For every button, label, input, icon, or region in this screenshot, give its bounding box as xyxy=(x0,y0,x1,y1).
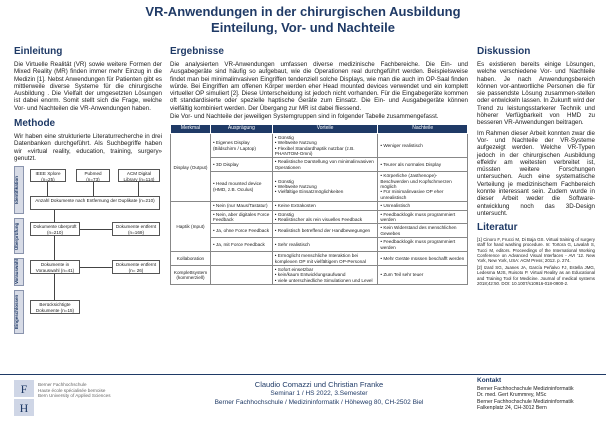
side-label-ueberpruefung: Überprüfung xyxy=(14,222,19,250)
diskussion-text-1: Es existieren bereits einige Lösungen, welche verschiedene Vor- und Nachteile haben. Je nach Anwendungsbereich können vor-antwortliche Personen die für sie passendste Lösung zusammen-stellen oder entwickeln lassen. In Zukunft wird der Trend zu leistungsstarkerer Technik und höherer Verfügbarkeit von HMD zu besseren VR-Anwendungen beitragen. xyxy=(477,61,595,127)
list-item: • kein/kaum Entwicklungsaufwand xyxy=(275,272,376,277)
cell-nachteile xyxy=(378,238,468,252)
cell-vorteile xyxy=(272,172,378,202)
methode-heading: Methode xyxy=(14,118,56,130)
list-item: • Realistische Darstellung von minimalinvasiven Operationen xyxy=(275,159,376,170)
cell-auspraegung: • 3D Display xyxy=(210,158,272,172)
list-item: • viele unterschiedliche Simulationen und Level xyxy=(275,278,376,283)
screened-box: Dokumente überprüft (n=210) xyxy=(30,222,80,236)
arrow xyxy=(80,267,112,268)
cell-merkmal: Haptik (Input) xyxy=(171,202,211,252)
included-box: Berücksichtigte Dokumente (n=15) xyxy=(30,300,80,314)
contact-line-4: Falkenplatz 24, CH-3012 Bern xyxy=(477,404,547,411)
logo-letter-h: H xyxy=(19,401,29,415)
list-item: • Sofort einsetzbar xyxy=(275,267,376,272)
seminar: Seminar 1 / HS 2022, 3.Semester xyxy=(270,390,368,397)
poster-title xyxy=(0,4,606,36)
cell-vorteile xyxy=(272,224,378,238)
cell-vorteile xyxy=(272,133,378,158)
cell-vorteile xyxy=(272,238,378,252)
cell-vorteile xyxy=(272,210,378,224)
address: Berner Fachhochschule / Medizininformatik / Höheweg 80, CH-2502 Biel xyxy=(214,399,424,406)
list-item: • Zum Teil sehr teuer xyxy=(380,272,465,277)
arrow xyxy=(54,274,55,300)
title-line-1: VR-Anwendungen in der chirurgischen Ausbildung xyxy=(145,4,461,19)
reference-2: [2] Izard SG, Juanes JA, García Peñalvo FJ, Estella JMG, Ledesma MJS, Ruisoto P. Virtual Reality as an Educational and Training Tool for Medicine. Journal of medical systems 2018;42:50. DOI: 10.1007/s10916-018-0900-2. xyxy=(477,265,595,286)
list-item: • Günstig xyxy=(275,135,376,140)
arrow xyxy=(138,182,139,196)
middle-column xyxy=(170,46,468,285)
prisma-flowchart xyxy=(14,166,162,336)
list-item: • Körperliche (Jasthenope)-Beschwerden und Kopfschmerzen möglich xyxy=(380,173,465,189)
ergebnisse-heading: Ergebnisse xyxy=(170,46,224,57)
logo-line-3: Bern University of Applied Sciences xyxy=(38,393,111,399)
table-row xyxy=(171,210,468,224)
logo-line-2: Haute école spécialisée bernoise xyxy=(38,387,106,393)
table-row xyxy=(171,172,468,202)
header-merkmal: Merkmal xyxy=(171,125,211,133)
cell-auspraegung: • Nein (nur Maus/Tastatur) xyxy=(210,202,272,210)
comparison-table xyxy=(170,124,468,285)
cell-vorteile xyxy=(272,252,378,266)
cell-nachteile xyxy=(378,172,468,202)
excluded-box-1: Dokumente entfernt (n=169) xyxy=(112,222,160,236)
cell-merkmal: Kollaboration xyxy=(171,252,211,266)
side-label-eingeschlossen: Eingeschlossen xyxy=(14,295,19,330)
cell-auspraegung xyxy=(210,252,272,266)
table-row xyxy=(171,158,468,172)
list-item: • Teurer als normales Display xyxy=(380,162,465,167)
list-item: • Weltweite Nutzung xyxy=(275,140,376,145)
footer-center xyxy=(170,380,468,407)
excluded-box-2: Dokumente entfernt (n= 26) xyxy=(112,260,160,274)
source-acm: ACM Digital Library (n=114) xyxy=(118,169,160,182)
list-item: • Günstig xyxy=(275,212,376,217)
footer-divider xyxy=(0,374,606,375)
bfh-logo xyxy=(14,380,34,416)
table-body xyxy=(171,133,468,284)
cell-vorteile xyxy=(272,158,378,172)
list-item: • Feedbacklogik muss programmiert werden xyxy=(380,212,465,223)
cell-auspraegung: • Nein, aber digitales Force Feedback xyxy=(210,210,272,224)
logo-line-1: Berner Fachhochschule xyxy=(38,382,87,387)
header-nachteile: Nachteile xyxy=(378,125,468,133)
list-item: • Realistisch betreffend der Handbewegungen xyxy=(275,228,376,233)
list-item: • Feedbacklogik muss programmiert werden xyxy=(380,239,465,250)
cell-nachteile xyxy=(378,202,468,210)
cell-merkmal: Display (Output) xyxy=(171,133,211,201)
header-vorteile: Vorteile xyxy=(272,125,378,133)
table-row xyxy=(171,224,468,238)
table-row xyxy=(171,133,468,158)
left-column xyxy=(14,46,162,336)
diskussion-heading: Diskussion xyxy=(477,46,531,57)
table-row xyxy=(171,252,468,266)
list-item: • Weltweite Nutzung xyxy=(275,184,376,189)
list-item: • Mehr Geräte müssen beschafft werden xyxy=(380,256,465,261)
cell-auspraegung: • Ja, ohne Force Feedback xyxy=(210,224,272,238)
list-item: • Keine Extrakosten xyxy=(275,203,376,208)
einleitung-heading: Einleitung xyxy=(14,46,63,57)
cell-auspraegung xyxy=(210,265,272,284)
arrow xyxy=(93,182,94,196)
source-ieee: IEEE Xplore (n=25) xyxy=(30,169,66,182)
contact-block xyxy=(477,378,595,411)
cell-nachteile xyxy=(378,252,468,266)
arrow xyxy=(80,229,112,230)
arrow xyxy=(47,182,48,196)
cell-vorteile xyxy=(272,265,378,284)
ergebnisse-text-2: Die Vor- und Nachteile der jeweiligen Systemgruppen sind in folgender Tabelle zusammengefasst. xyxy=(170,113,439,121)
list-item: • Flexibel Standardhaptik nutzbar (z.B. PHANTOM-Omni) xyxy=(275,146,376,157)
dedup-box: Anzahl Dokumente nach Entfernung der Duplikate (n=210) xyxy=(30,196,160,210)
cell-nachteile xyxy=(378,224,468,238)
diskussion-text-2: Im Rahmen dieser Arbeit konnten zwar die Vor- und Nachteile der VR-Systeme aufgezeigt werden. Welche VR-Typen jedoch in der chirurgischen Ausbildung effektiv am weitesten verbreitet ist, müssten weitere Forschungen untersuchen. Auch eine systematische Verteilung je medizinischem Fachbereich konnte interessant sein. Zudem wurde in dieser Arbeit weder die Software-entwicklung noch das 3D-Design untersucht. xyxy=(477,129,595,217)
list-item: • Unrealistisch xyxy=(380,203,465,208)
list-item: • Kein Widerstand des menschlichen Gewebes xyxy=(380,225,465,236)
contact-line-3: Berner Fachhochschule Medizininformatik xyxy=(477,398,574,405)
cell-nachteile xyxy=(378,210,468,224)
list-item: • Ermöglicht menschliche Interaktion bei komplexen OP mit vielfältigem OP-Personal xyxy=(275,253,376,264)
cell-vorteile xyxy=(272,202,378,210)
contact-line-2: Dr. med. Gert Krummrey, MSc xyxy=(477,392,547,399)
cell-nachteile xyxy=(378,133,468,158)
list-item: • Günstig xyxy=(275,179,376,184)
authors: Claudio Comazzi und Christian Franke xyxy=(254,380,384,389)
contact-line-1: Berner Fachhochschule Medizininformatik xyxy=(477,386,574,393)
cell-auspraegung: • Eigenes Display (Bildschirm / Laptop) xyxy=(210,133,272,158)
cell-auspraegung: • Head mounted device (HMD, z.B. Oculus) xyxy=(210,172,272,202)
list-item: • Für minimalinvasive OP eher unrealistisch xyxy=(380,189,465,200)
list-item: • Realistischer als rein visuelles Feedback xyxy=(275,217,376,222)
table-row xyxy=(171,202,468,210)
side-label-vorauswahl: Vorauswahl xyxy=(14,259,19,285)
header-auspraegung: Ausprägung xyxy=(210,125,272,133)
cell-auspraegung: • Ja, mit Force Feedback xyxy=(210,238,272,252)
table-row xyxy=(171,238,468,252)
methode-text: Wir haben eine strukturierte Literaturrecherche in drei Datenbanken durchgeführt. Als Suchbegriffe haben wir «virtual reality, education, training, surgery» genutzt. xyxy=(14,133,162,162)
cell-nachteile xyxy=(378,265,468,284)
einleitung-text: Die Virtuelle Realität (VR) sowie weitere Formen der Mixed Reality (MR) finden immer mehr Einzug in die Medizin [1]. Nebst Anwendungen für Patienten gibt es mittlerweile diverse Systeme für die chirurgische Ausbildung . Die Vielfalt der umgesetzten Lösungen ist dabei enorm. Somit stellt sich die Frage, welche Vor- und Nachteilen die VR-Anwendungen haben. xyxy=(14,61,162,112)
right-column xyxy=(477,46,595,286)
table-row xyxy=(171,265,468,284)
source-pubmed: Pubmed (n=73) xyxy=(76,169,110,182)
cell-nachteile xyxy=(378,158,468,172)
reference-1: [1] Cinoro F, Frucci M, Di Baja GS. Virtual training of surgery staff for hand washing procedure. In: Tortora G, Lavalah S, Tucci M, editors. Proceedings of the International Working Conference on Advanced Visual Interfaces - AVI '12. New York, New York, USA: ACM Press; 2012. p. 274. xyxy=(477,237,595,264)
list-item: • Sehr realistisch xyxy=(275,242,376,247)
table-header-row xyxy=(171,125,468,133)
side-label-identifikation: Identifikation xyxy=(14,176,19,205)
arrow xyxy=(54,236,55,260)
list-item: • Vielfältige Einsatzmöglichkeiten xyxy=(275,189,376,194)
logo-text xyxy=(38,382,111,399)
literatur-heading: Literatur xyxy=(477,222,518,234)
logo-letter-f: F xyxy=(20,382,28,396)
contact-heading: Kontakt xyxy=(477,377,502,384)
ergebnisse-text-1: Die analysierten VR-Anwendungen umfassen diverse medizinische Fachbereiche. Die Ein- und Ausgabegeräte sind häufig so aufgebaut, wie die Operationen real durchgeführt werden. Beispielsweise findet man bei minimalinvasiven Eingriffen tendenziell solche Displays, wie man die auch im OP-Saal finden würde. Bei Eingriffen am offenen Körper werden eher Head mounted devices verwendet und ein komplett virtueller OP simuliert [2]. Diese Unterscheidung ist jedoch nicht vorhanden. Für die Eingabegeräte kommen oft standardisierte oder spezielle haptische Geräte zum Einsatz. Die Ein- und Ausgabegeräte können vielfältig kombiniert werden. Der Übergang zur MR ist dabei fliessend. xyxy=(170,61,468,112)
cell-merkmal: Komplettsystem (kommerziell) xyxy=(171,265,211,284)
arrow xyxy=(54,210,55,222)
preselected-box: Dokumente in Vorauswahl (n=41) xyxy=(30,260,80,274)
title-line-2: Einteilung, Vor- und Nachteile xyxy=(211,20,395,35)
list-item: • Weniger realistisch xyxy=(380,143,465,148)
